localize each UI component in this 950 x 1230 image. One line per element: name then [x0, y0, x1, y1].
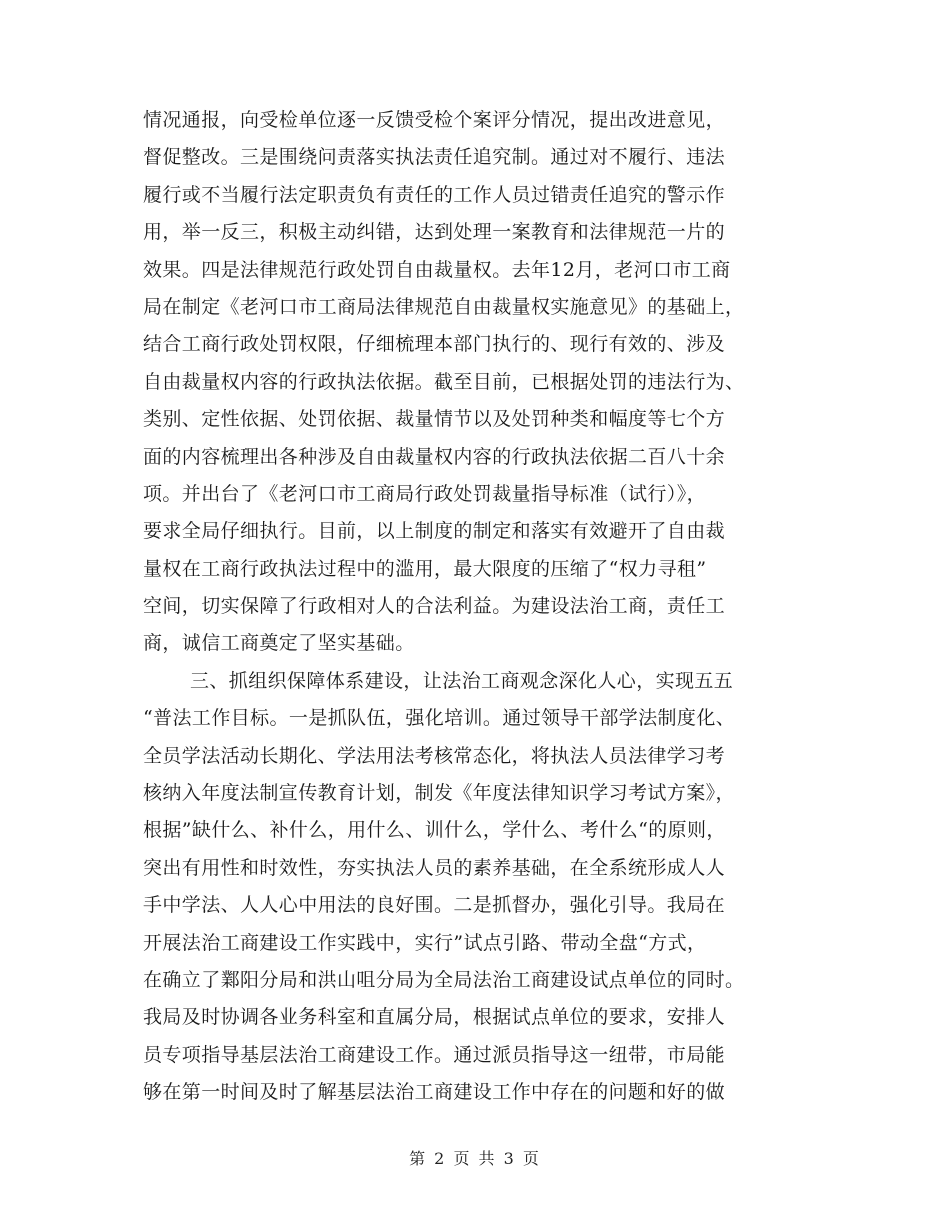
text-line: 够在第一时间及时了解基层法治工商建设工作中存在的问题和好的做	[143, 1081, 726, 1104]
text-line: 商，诚信工商奠定了坚实基础。	[143, 632, 415, 655]
text-line: “普法工作目标。一是抓队伍，强化培训。通过领导干部学法制度化、	[143, 707, 736, 730]
text-line: 用，举一反三，积极主动纠错，达到处理一案教育和法律规范一片的	[143, 221, 726, 244]
text-line: 督促整改。三是围绕问责落实执法责任追究制。通过对不履行、违法	[143, 146, 726, 169]
text-line: 根据”缺什么、补什么，用什么、训什么，学什么、考什么“的原则，	[143, 819, 726, 842]
document-body	[143, 102, 808, 1112]
text-line: 面的内容梳理出各种涉及自由裁量权内容的行政执法依据二百八十余	[143, 445, 726, 468]
text-line: 开展法治工商建设工作实践中，实行”试点引路、带动全盘“方式，	[143, 931, 707, 954]
text-line: 结合工商行政处罚权限，仔细梳理本部门执行的、现行有效的、涉及	[143, 333, 726, 356]
text-line: 履行或不当履行法定职责负有责任的工作人员过错责任追究的警示作	[143, 183, 726, 206]
text-line: 全员学法活动长期化、学法用法考核常态化，将执法人员法律学习考	[143, 744, 726, 767]
text-line: 在确立了鄴阳分局和洪山咀分局为全局法治工商建设试点单位的同时。	[143, 968, 745, 991]
text-line: 员专项指导基层法治工商建设工作。通过派员指导这一纽带，市局能	[143, 1043, 726, 1066]
text-line: 突出有用性和时效性，夯实执法人员的素养基础，在全系统形成人人	[143, 856, 726, 879]
text-line: 局在制定《老河口市工商局法律规范自由裁量权实施意见》的基础上，	[143, 295, 745, 318]
text-line: 我局及时协调各业务科室和直属分局，根据试点单位的要求，安排人	[143, 1006, 726, 1029]
text-line: 空间，切实保障了行政相对人的合法利益。为建设法治工商，责任工	[143, 595, 726, 618]
text-line: 效果。四是法律规范行政处罚自由裁量权。去年12月，老河口市工商	[143, 258, 731, 281]
page-footer: 第 2 页 共 3 页	[409, 1149, 541, 1168]
text-line: 核纳入年度法制宣传教育计划，制发《年度法律知识学习考试方案》，	[143, 782, 735, 805]
text-line: 量权在工商行政执法过程中的滥用，最大限度的压缩了“权力寻租”	[143, 557, 707, 580]
text-line: 三、抓组织保障体系建设，让法治工商观念深化人心，实现五五	[190, 669, 734, 692]
text-line: 项。并出台了《老河口市工商局行政处罚裁量指导标准（试行）》，	[143, 482, 707, 505]
text-line: 手中学法、人人心中用法的良好围。二是抓督办，强化引导。我局在	[143, 894, 726, 917]
text-line: 要求全局仔细执行。目前，以上制度的制定和落实有效避开了自由裁	[143, 520, 726, 543]
text-line: 类别、定性依据、处罚依据、裁量情节以及处罚种类和幅度等七个方	[143, 408, 726, 431]
text-line: 情况通报，向受检单位逐一反馈受检个案评分情况，提出改进意见，	[143, 109, 726, 131]
text-line: 自由裁量权内容的行政执法依据。截至目前，已根据处罚的违法行为、	[143, 370, 745, 393]
